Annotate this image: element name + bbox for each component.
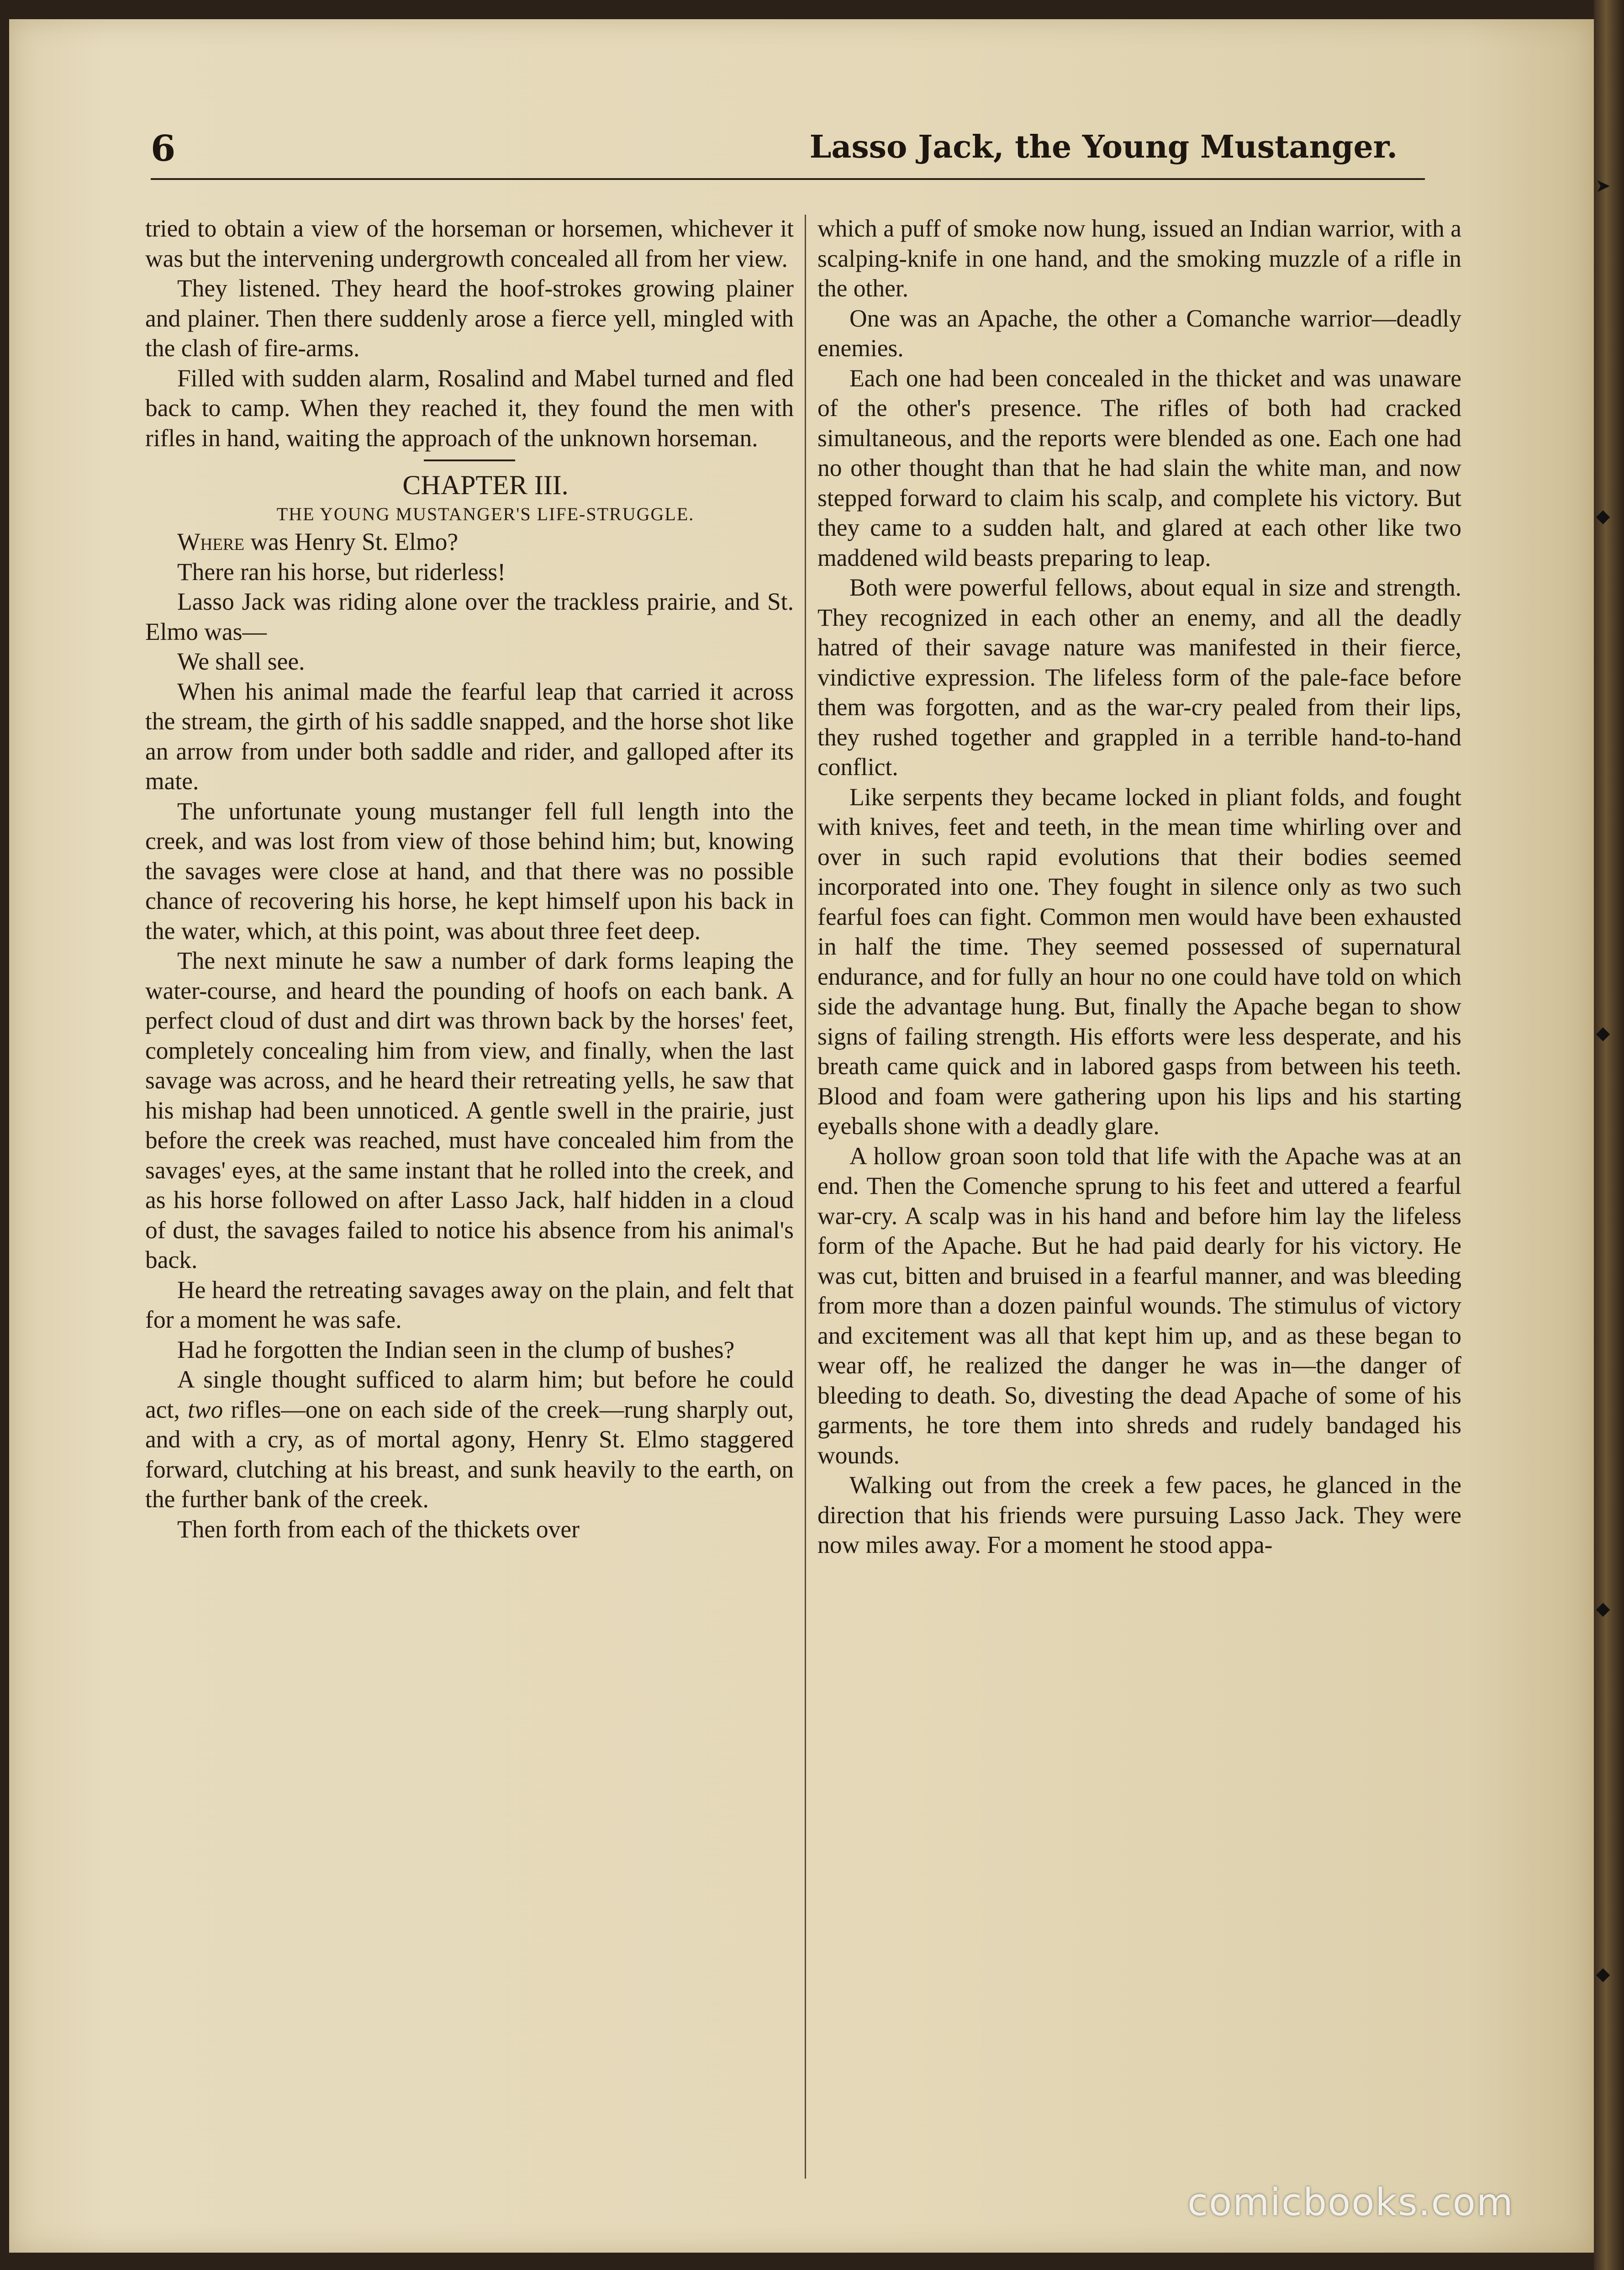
paragraph: Filled with sudden alarm, Rosalind and Mabel turned and fled back to camp. When they reached it, they found the men with rifles in hand, waiting the approach of the unknown horseman.: [145, 364, 794, 452]
paragraph: One was an Apache, the other a Comanche warrior—deadly enemies.: [817, 304, 1461, 362]
opening-rest: was Henry St. Elmo?: [244, 528, 459, 555]
site-watermark: comicbooks.com: [1187, 2181, 1514, 2224]
page-number: 6: [151, 128, 176, 169]
paragraph: Had he forgotten the Indian seen in the clump of bushes?: [177, 1336, 735, 1363]
binding-staple-mark: ◆: [1596, 506, 1610, 527]
text-run: A single thought sufficed to alarm him; but before he could act,: [145, 1366, 794, 1423]
chapter-opening-paragraph: [145, 527, 794, 557]
binding-staple-mark: ➤: [1595, 175, 1611, 196]
column-divider: [805, 215, 806, 2179]
paragraph: The unfortunate young mustanger fell full length into the creek, and was lost from view of those behind him; but, knowing the savages were close at hand, and that there was no possible chance of recovering his horse, he kept himself upon his back in the water, which, at this point, was about three feet deep.: [145, 797, 794, 945]
binding-staple-mark: ◆: [1596, 1964, 1610, 1985]
paragraph: The next minute he saw a number of dark forms leaping the water-course, and heard the pounding of hoofs on each bank. A perfect cloud of dust and dirt was thrown back by the horses' feet, completely concealing him from view, and finally, when the last savage was across, and he heard their retreating yells, he saw that his mishap had been unnoticed. A gentle swell in the prairie, just before the creek was reached, must have concealed him from the savages' eyes, at the same instant that he rolled into the creek, and as his horse followed on after Lasso Jack, half hidden in a cloud of dust, the savages failed to notice his absence from his animal's back.: [145, 947, 794, 1273]
text-run: rifles—one on each side of the creek—rung sharply out, and with a cry, as of mortal agony, Henry St. Elmo staggered forward, clutching at his breast, and sunk heavily to the earth, on the further bank of the creek.: [145, 1395, 794, 1513]
paragraph: Lasso Jack was riding alone over the trackless prairie, and St. Elmo was—: [145, 588, 794, 645]
book-spine: [1594, 0, 1624, 2270]
paragraph: We shall see.: [177, 648, 305, 675]
chapter-rule: [424, 459, 515, 461]
chapter-title: CHAPTER III.: [402, 470, 569, 500]
opening-word: Where: [177, 528, 245, 555]
paragraph: tried to obtain a view of the horseman or horsemen, whichever it was but the intervening undergrowth concealed all from her view.: [145, 215, 794, 272]
binding-staple-mark: ◆: [1596, 1598, 1610, 1619]
paragraph: They listened. They heard the hoof-strokes growing plainer and plainer. Then there suddenly arose a fierce yell, mingled with the clash of fire-arms.: [145, 275, 794, 362]
binding-staple-mark: ◆: [1596, 1023, 1610, 1044]
paragraph: Walking out from the creek a few paces, he glanced in the direction that his friends were pursuing Lasso Jack. They were now miles away. For a moment he stood appa-: [817, 1471, 1461, 1558]
paragraph-with-italic: [145, 1365, 794, 1515]
paragraph: There ran his horse, but riderless!: [177, 558, 506, 586]
right-column: [817, 214, 1461, 2187]
paragraph: Both were powerful fellows, about equal in size and strength. They recognized in each other an enemy, and all the deadly hatred of their savage nature was manifested in their fierce, vindictive expression. The lifeless form of the pale-face before them was forgotten, and as the war-cry pealed from their lips, they rushed together and grappled in a terrible hand-to-hand conflict.: [817, 574, 1461, 781]
chapter-subtitle: THE YOUNG MUSTANGER'S LIFE-STRUGGLE.: [276, 504, 695, 524]
paragraph: which a puff of smoke now hung, issued an Indian warrior, with a scalping-knife in one hand, and the smoking muzzle of a rifle in the other.: [817, 215, 1461, 302]
paragraph: A hollow groan soon told that life with the Apache was at an end. Then the Comenche sprung to his feet and uttered a fearful war-cry. A scalp was in his hand and before him lay the lifeless form of the Apache. But he had paid dearly for his victory. He was cut, bitten and bruised in a fearful manner, and was bleeding from more than a dozen painful wounds. The stimulus of victory and excitement was all that kept him up, and as these began to wear off, he realized the danger he was in—the danger of bleeding to death. So, divesting the dead Apache of some of his garments, he tore them into shreds and rudely bandaged his wounds.: [817, 1142, 1461, 1469]
paragraph: When his animal made the fearful leap that carried it across the stream, the girth of his saddle snapped, and the horse shot like an arrow from under both saddle and rider, and galloped after its mate.: [145, 677, 794, 795]
running-title: Lasso Jack, the Young Mustanger.: [809, 129, 1397, 165]
paragraph: He heard the retreating savages away on the plain, and felt that for a moment he was safe.: [145, 1276, 794, 1333]
left-column: [145, 214, 794, 2187]
paragraph: Then forth from each of the thickets over: [177, 1515, 580, 1543]
italic-word: two: [187, 1395, 223, 1423]
paragraph: Like serpents they became locked in pliant folds, and fought with knives, feet and teeth, in the mean time whirling over and over in such rapid evolutions that their bodies seemed incorporated into one. They fought in silence only as two such fearful foes can fight. Common men would have been exhausted in half the time. They seemed possessed of supernatural endurance, and for fully an hour no one could have told on which side the advantage hung. But, finally the Apache began to show signs of failing strength. His efforts were less desperate, and his breath came quick and in labored gasps from between his teeth. Blood and foam were gathering upon his lips and his starting eyeballs shone with a deadly glare.: [817, 783, 1461, 1140]
paragraph: Each one had been concealed in the thicket and was unaware of the other's presence. The rifles of both had cracked simultaneous, and the reports were blended as one. Each one had no other thought than that he had slain the white man, and now stepped forward to claim his scalp, and complete his victory. But they came to a sudden halt, and glared at each other like two maddened wild beasts preparing to leap.: [817, 364, 1461, 571]
page-header: [151, 128, 1425, 180]
